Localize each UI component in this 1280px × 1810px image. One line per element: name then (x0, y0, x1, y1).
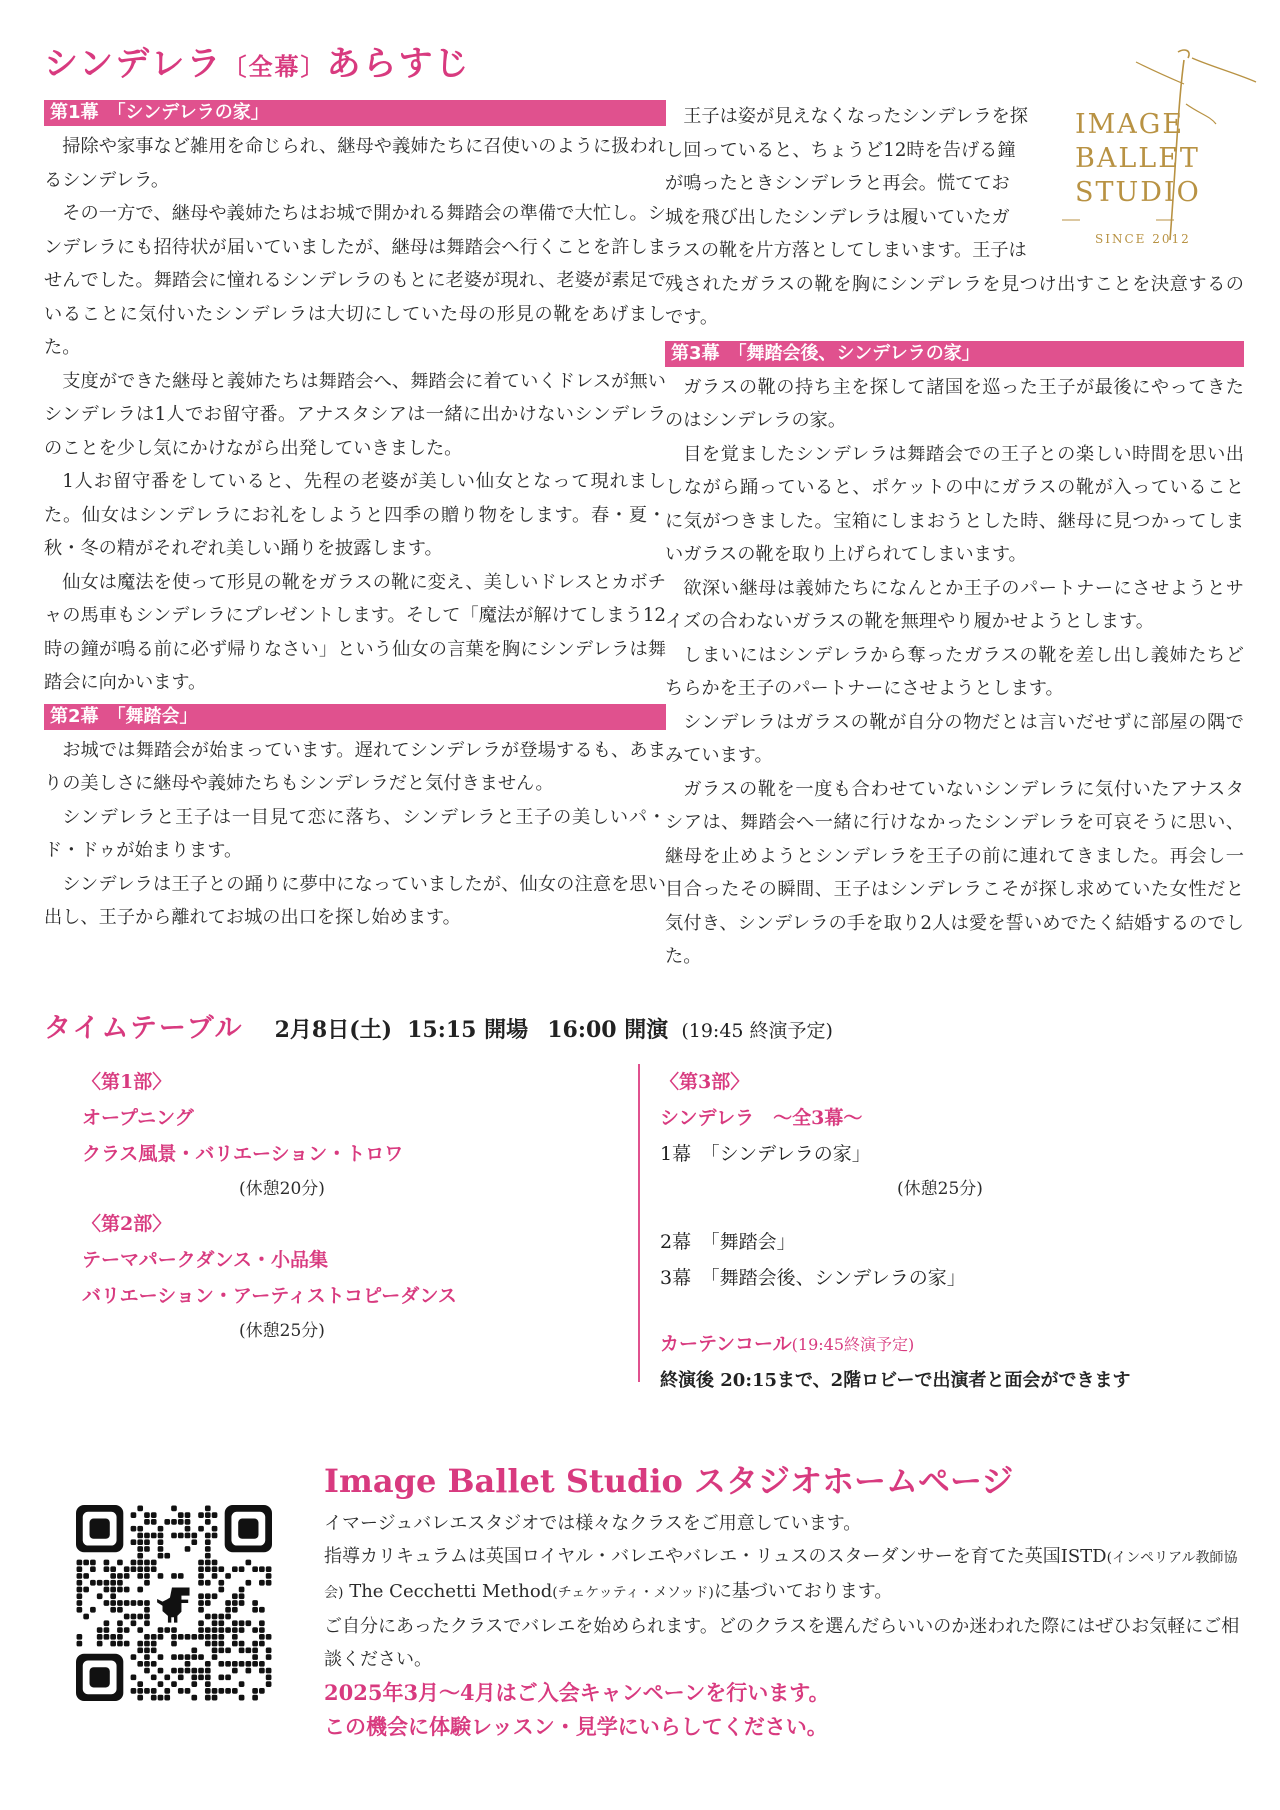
timetable-date: 2月8日(土) (274, 1017, 393, 1043)
campaign-notice (324, 1676, 1224, 1744)
timetable-start: 16:00 開演 (547, 1017, 669, 1043)
timetable-open: 15:15 開場 (407, 1017, 529, 1043)
act2-cont-line: し回っていると、ちょうど12時を告げる鐘 (665, 139, 1016, 161)
act2-heading: 第2幕 「舞踏会」 (44, 704, 666, 730)
campaign-line-2: この機会に体験レッスン・見学にいらしてください。 (324, 1714, 828, 1739)
part3-act2: 2幕 「舞踏会」 (660, 1231, 796, 1253)
homepage-line-2a: 指導カリキュラムは英国ロイヤル・バレエやバレエ・リュスのスターダンサーを育てた英国ISTD (324, 1546, 1107, 1567)
part1-item: クラス風景・バリエーション・トロワ (82, 1143, 404, 1165)
title-sub: 〔全幕〕 (222, 52, 327, 81)
part3-act1: 1幕 「シンデレラの家」 (660, 1143, 871, 1165)
logo-line-3: STUDIO (1075, 177, 1201, 208)
part3-title: シンデレラ ～全3幕～ (660, 1107, 863, 1129)
title-tail: あらすじ (326, 44, 471, 84)
homepage-line-2 (324, 1540, 1244, 1610)
part3-label: 〈第3部〉 (660, 1071, 750, 1093)
act3-paragraph: しまいにはシンデレラから奪ったガラスの靴を差し出し義姉たちどちらかを王子のパートナーにさせようとします。 (665, 644, 1244, 699)
timetable-divider (638, 1064, 640, 1382)
act2-cont-line: 城を飛び出したシンデレラは履いていたガ (665, 206, 1010, 228)
act2-paragraph: お城では舞踏会が始まっています。遅れてシンデレラが登場するも、あまりの美しさに継母や義姉たちもシンデレラだと気付きません。 (44, 739, 666, 794)
act2-paragraph: シンデレラと王子は一目見て恋に落ち、シンデレラと王子の美しいパ・ド・ドゥが始まります。 (44, 806, 666, 861)
campaign-line-1: 2025年3月～4月はご入会キャンペーンを行います。 (324, 1680, 830, 1705)
homepage-line-2b: (インペリアル教師協会) (324, 1550, 1238, 1601)
timetable-left (82, 1064, 622, 1348)
logo-line-2: BALLET (1075, 143, 1200, 174)
logo-line-1: IMAGE (1075, 109, 1185, 140)
homepage-line-2e: に基づいております。 (713, 1581, 893, 1602)
act1-heading: 第1幕 「シンデレラの家」 (44, 100, 666, 126)
timetable-header (44, 1006, 833, 1045)
part3-act3: 3幕 「舞踏会後、シンデレラの家」 (660, 1267, 966, 1289)
act2-cont-line: 王子は姿が見えなくなったシンデレラを探 (683, 106, 1028, 127)
act1-paragraph: 掃除や家事など雑用を命じられ、継母や義姉たちに召使いのように扱われるシンデレラ。 (44, 136, 666, 191)
act3-heading: 第3幕 「舞踏会後、シンデレラの家」 (665, 341, 1244, 367)
act1-paragraph: その一方で、継母や義姉たちはお城で開かれる舞踏会の準備で大忙し。シンデレラにも招待状が届いていましたが、継母は舞踏会へ行くことを許しませんでした。舞踏会に憧れるシンデレラのもとに老婆が現れ、老婆が素足でいることに気付いたシンデレラは大切にしていた母の形見の靴をあげました。 (44, 203, 666, 358)
act3-paragraph: 目を覚ましたシンデレラは舞踏会での王子との楽しい時間を思い出しながら踊っていると、ポケットの中にガラスの靴が入っていることに気がつきました。宝箱にしまおうとした時、継母に見つかってしまいガラスの靴を取り上げられてしまいます。 (665, 443, 1244, 565)
act3-paragraph: ガラスの靴の持ち主を探して諸国を巡った王子が最後にやってきたのはシンデレラの家。 (665, 376, 1244, 431)
homepage-line-2c: The Cecchetti Method (349, 1581, 553, 1602)
part2-break: (休憩25分) (239, 1321, 325, 1341)
act2-cont-line: ラスの靴を片方落としてしまいます。王子は (665, 240, 1027, 261)
homepage-line-2d: (チェケッティ・メソッド) (552, 1585, 714, 1601)
synopsis-left-column (44, 100, 666, 935)
act2-paragraph: シンデレラは王子との踊りに夢中になっていましたが、仙女の注意を思い出し、王子から離れてお城の出口を探し始めます。 (44, 873, 666, 928)
act1-paragraph: 仙女は魔法を使って形見の靴をガラスの靴に変え、美しいドレスとカボチャの馬車もシンデレラにプレゼントします。そして「魔法が解けてしまう12時の鐘が鳴る前に必ず帰りなさい」という仙女の言葉を胸にシンデレラは舞踏会に向かいます。 (44, 571, 666, 693)
timetable-right (660, 1064, 1220, 1399)
meet-greet-note: 終演後 20:15まで、2階ロビーで出演者と面会ができます (660, 1370, 1131, 1391)
act3-paragraph: ガラスの靴を一度も合わせていないシンデレラに気付いたアナスタシアは、舞踏会へ一緒に行けなかったシンデレラを可哀そうに思い、継母を止めようとシンデレラを王子の前に連れてきました。再会し一目合ったその瞬間、王子はシンデレラこそが探し求めていた女性だと気付き、シンデレラの手を取り2人は愛を誓いめでたく結婚するのでした。 (665, 778, 1244, 967)
title-main: シンデレラ (44, 44, 223, 84)
act1-paragraph: 1人お留守番をしていると、先程の老婆が美しい仙女となって現れました。仙女はシンデレラにお礼をしようと四季の贈り物をします。春・夏・秋・冬の精がそれぞれ美しい踊りを披露します。 (44, 471, 666, 559)
homepage-line-1: イマージュバレエスタジオでは様々なクラスをご用意しています。 (324, 1513, 862, 1534)
part1-label: 〈第1部〉 (82, 1071, 172, 1093)
act2-cont-line: が鳴ったときシンデレラと再会。慌ててお (665, 173, 1010, 194)
homepage-qr-code[interactable] (76, 1505, 272, 1701)
part2-item: バリエーション・アーティストコピーダンス (82, 1285, 457, 1307)
timetable-title: タイムテーブル (44, 1013, 244, 1044)
curtain-call (660, 1326, 1220, 1363)
synopsis-right-column (665, 100, 1244, 974)
part3-break: (休憩25分) (897, 1179, 983, 1199)
page-title (44, 36, 470, 85)
dinosaur-icon (150, 1579, 197, 1626)
logo-since: SINCE 2012 (1095, 232, 1191, 246)
part1-break: (休憩20分) (239, 1179, 325, 1199)
part2-item: テーマパークダンス・小品集 (82, 1249, 329, 1271)
part2-label: 〈第2部〉 (82, 1213, 172, 1235)
curtain-call-label: カーテンコール (660, 1333, 792, 1355)
act1-paragraph: 支度ができた継母と義姉たちは舞踏会へ、舞踏会に着ていくドレスが無いシンデレラは1人でお留守番。アナスタシアは一緒に出かけないシンデレラのことを少し気にかけながら出発していきました。 (44, 370, 666, 459)
curtain-call-note: (19:45終演予定) (791, 1335, 915, 1354)
act2-cont-tail: 残されたガラスの靴を胸にシンデレラを見つけ出すことを決意するのです。 (665, 273, 1244, 328)
act3-paragraph: シンデレラはガラスの靴が自分の物だとは言いだせずに部屋の隅でみています。 (665, 711, 1244, 766)
homepage-title: Image Ballet Studio スタジオホームページ (324, 1462, 1014, 1500)
homepage-body (324, 1507, 1244, 1676)
timetable-end-note: (19:45 終演予定) (681, 1020, 833, 1042)
homepage-line-3: ご自分にあったクラスでバレエを始められます。どのクラスを選んだらいいのか迷われた際にはぜひお気軽にご相談ください。 (324, 1616, 1240, 1670)
part1-item: オープニング (82, 1107, 194, 1129)
act2-continued (665, 100, 1244, 335)
act3-paragraph: 欲深い継母は義姉たちになんとか王子のパートナーにさせようとサイズの合わないガラスの靴を無理やり履かせようとします。 (665, 577, 1244, 632)
